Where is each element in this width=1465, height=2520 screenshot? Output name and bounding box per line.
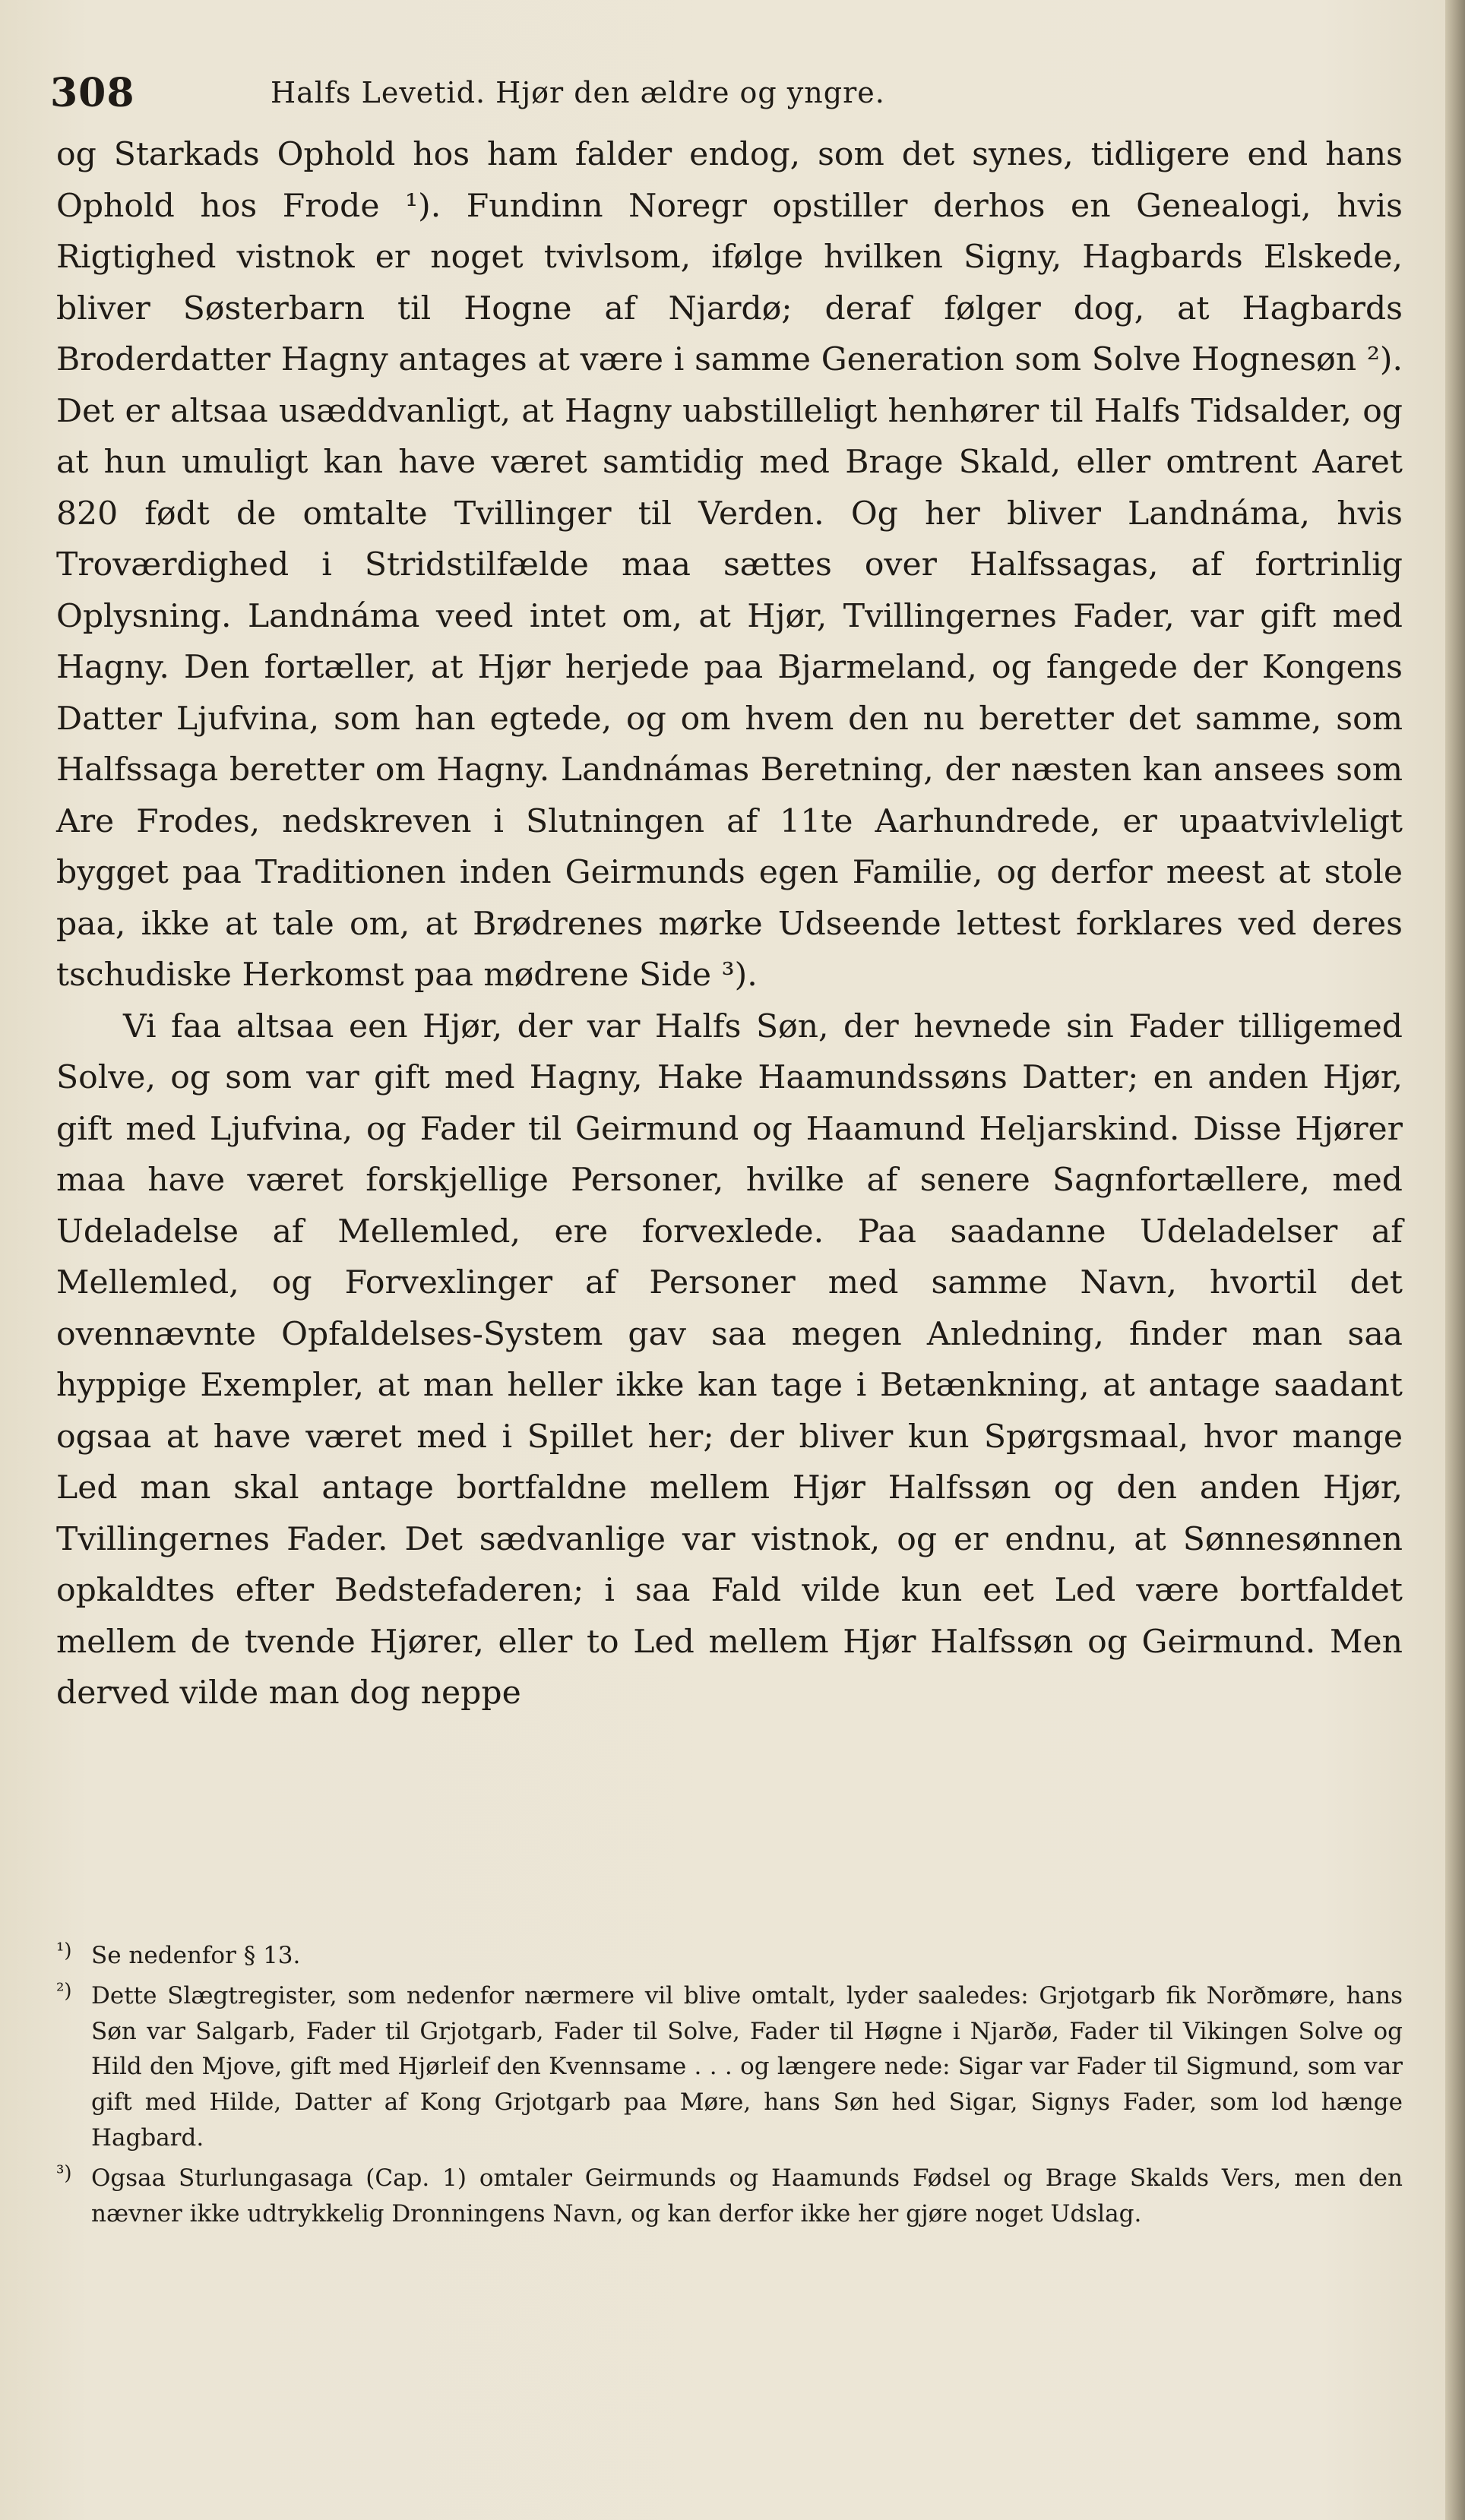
footnote-2-mark: ²)	[56, 1979, 72, 2003]
footnote-1	[56, 1933, 1403, 1974]
footnote-2	[56, 1974, 1403, 2156]
footnote-3-mark: ³)	[56, 2161, 72, 2185]
footnote-3-text: Ogsaa Sturlungasaga (Cap. 1) omtaler Geirmunds og Haamunds Fødsel og Brage Skalds Vers, men den nævner ikke udtrykkelig Dronningens Navn, og kan derfor ikke her gjøre noget Udslag.	[91, 2164, 1403, 2228]
running-head: Halfs Levetid. Hjør den ældre og yngre.	[271, 76, 885, 109]
book-spine-edge	[1445, 0, 1465, 2520]
page-number: 308	[50, 70, 135, 116]
footnote-1-text: Se nedenfor § 13.	[91, 1942, 301, 1969]
paragraph-2: Vi faa altsaa een Hjør, der var Halfs Søn, der hevnede sin Fader tilligemed Solve, og som var gift med Hagny, Hake Haamundssøns Datter; en anden Hjør, gift med Ljufvina, og Fader til Geirmund og Haamund Heljarskind. Disse Hjører maa have været forskjellige Personer, hvilke af senere Sagnfortællere, med Udeladelse af Mellemled, ere forvexlede. Paa saadanne Udeladelser af Mellemled, og Forvexlinger af Personer med samme Navn, hvortil det ovennævnte Opfaldelses-System gav saa megen Anledning, finder man saa hyppige Exempler, at man heller ikke kan tage i Betænkning, at antage saadant ogsaa at have været med i Spillet her; der bliver kun Spørgsmaal, hvor mange Led man skal antage bortfaldne mellem Hjør Halfssøn og den anden Hjør, Tvillingernes Fader. Det sædvanlige var vistnok, og er endnu, at Sønnesønnen opkaldtes efter Bedstefaderen; i saa Fald vilde kun eet Led være bortfaldet mellem de tvende Hjører, eller to Led mellem Hjør Halfssøn og Geirmund. Men derved vilde man dog neppe	[56, 1007, 1403, 1712]
footnote-1-mark: ¹)	[56, 1940, 72, 1962]
footnote-2-text: Dette Slægtregister, som nedenfor nærmere vil blive omtalt, lyder saaledes: Grjotgarb fik Norðmøre, hans Søn var Salgarb, Fader til Grjotgarb, Fader til Solve, Fader til Høgne i Njarðø, Fader til Vikingen Solve og Hild den Mjove, gift med Hjørleif den Kvennsame . . . og længere nede: Sigar var Fader til Sigmund, som var gift med Hilde, Datter af Kong Grjotgarb paa Møre, hans Søn hed Sigar, Signys Fader, som lod hænge Hagbard.	[91, 1981, 1403, 2152]
paragraph-1: og Starkads Ophold hos ham falder endog, som det synes, tidligere end hans Ophold hos Frode ¹). Fundinn Noregr opstiller derhos en Genealogi, hvis Rigtighed vistnok er noget tvivlsom, ifølge hvilken Signy, Hagbards Elskede, bliver Søsterbarn til Hogne af Njardø; deraf følger dog, at Hagbards Broderdatter Hagny antages at være i samme Generation som Solve Hognesøn ²). Det er altsaa usæddvanligt, at Hagny uabstilleligt henhører til Halfs Tidsalder, og at hun umuligt kan have været samtidig med Brage Skald, eller omtrent Aaret 820 født de omtalte Tvillinger til Verden. Og her bliver Landnáma, hvis Troværdighed i Stridstilfælde maa sættes over Halfssagas, af fortrinlig Oplysning. Landnáma veed intet om, at Hjør, Tvillingernes Fader, var gift med Hagny. Den fortæller, at Hjør herjede paa Bjarmeland, og fangede der Kongens Datter Ljufvina, som han egtede, og om hvem den nu beretter det samme, som Halfssaga beretter om Hagny. Landnámas Beretning, der næsten kan ansees som Are Frodes, nedskreven i Slutningen af 11te Aarhundrede, er upaatvivleligt bygget paa Traditionen inden Geirmunds egen Familie, og derfor meest at stole paa, ikke at tale om, at Brødrenes mørke Udseende lettest forklares ved deres tschudiske Herkomst paa mødrene Side ³).	[56, 136, 1403, 994]
footnote-3	[56, 2156, 1403, 2232]
page-header	[50, 70, 1403, 123]
footnotes	[56, 1933, 1403, 2231]
main-text	[56, 129, 1403, 1719]
